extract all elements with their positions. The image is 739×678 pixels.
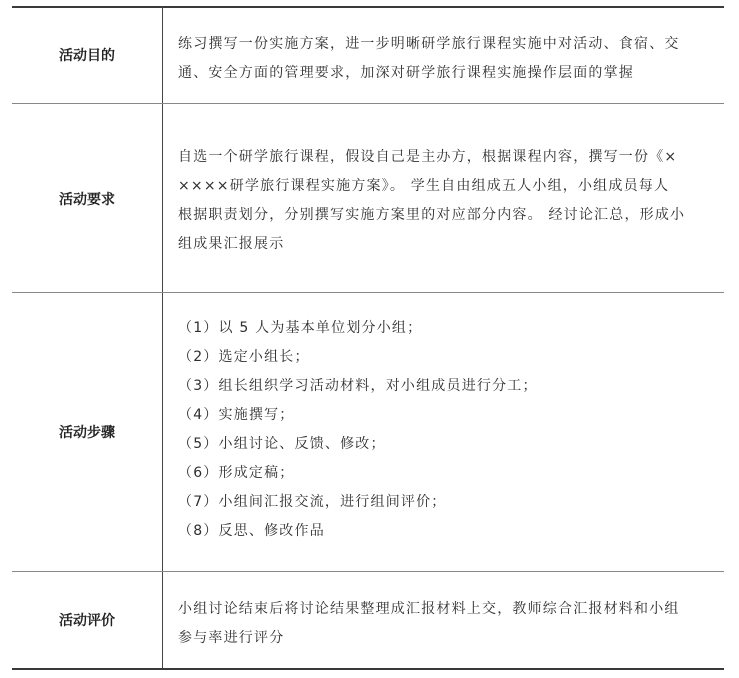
row-label-steps: 活动步骤 bbox=[59, 425, 115, 441]
row-separator bbox=[12, 103, 724, 104]
content-line: 参与率进行评分 bbox=[178, 630, 285, 646]
table-bottom-rule bbox=[12, 668, 724, 670]
list-item: （5）小组讨论、反馈、修改； bbox=[178, 436, 386, 452]
steps-list bbox=[178, 314, 714, 546]
content-line: 自选一个研学旅行课程，假设自己是主办方，根据课程内容，撰写一份《× bbox=[178, 149, 678, 165]
table-top-rule bbox=[12, 6, 724, 8]
content-line: 根据职责划分，分别撰写实施方案里的对应部分内容。 经讨论汇总，形成小 bbox=[178, 207, 686, 223]
list-item: （4）实施撰写； bbox=[178, 407, 295, 423]
row-label-requirements: 活动要求 bbox=[59, 192, 115, 208]
list-item: （1）以 5 人为基本单位划分小组； bbox=[178, 320, 423, 336]
row-content-steps bbox=[178, 314, 714, 546]
content-line: 练习撰写一份实施方案，进一步明晰研学旅行课程实施中对活动、食宿、交 bbox=[178, 36, 680, 52]
list-item: （6）形成定稿； bbox=[178, 465, 295, 481]
row-separator bbox=[12, 292, 724, 293]
row-label-purpose: 活动目的 bbox=[59, 48, 115, 64]
activity-table bbox=[12, 6, 724, 670]
list-item: （7）小组间汇报交流，进行组间评价； bbox=[178, 494, 447, 510]
content-line: ××××研学旅行课程实施方案》。 学生自由组成五人小组，小组成员每人 bbox=[178, 178, 670, 194]
row-content-requirements bbox=[178, 143, 714, 259]
content-line: 组成果汇报展示 bbox=[178, 236, 285, 252]
row-content-evaluation bbox=[178, 595, 714, 653]
content-line: 小组讨论结束后将讨论结果整理成汇报材料上交，教师综合汇报材料和小组 bbox=[178, 601, 680, 617]
list-item: （8）反思、修改作品 bbox=[178, 523, 325, 539]
list-item: （3）组长组织学习活动材料，对小组成员进行分工； bbox=[178, 378, 538, 394]
row-label-evaluation: 活动评价 bbox=[59, 613, 115, 629]
row-content-purpose bbox=[178, 30, 714, 88]
list-item: （2）选定小组长； bbox=[178, 349, 310, 365]
content-line: 通、安全方面的管理要求，加深对研学旅行课程实施操作层面的掌握 bbox=[178, 65, 634, 81]
row-separator bbox=[12, 571, 724, 572]
